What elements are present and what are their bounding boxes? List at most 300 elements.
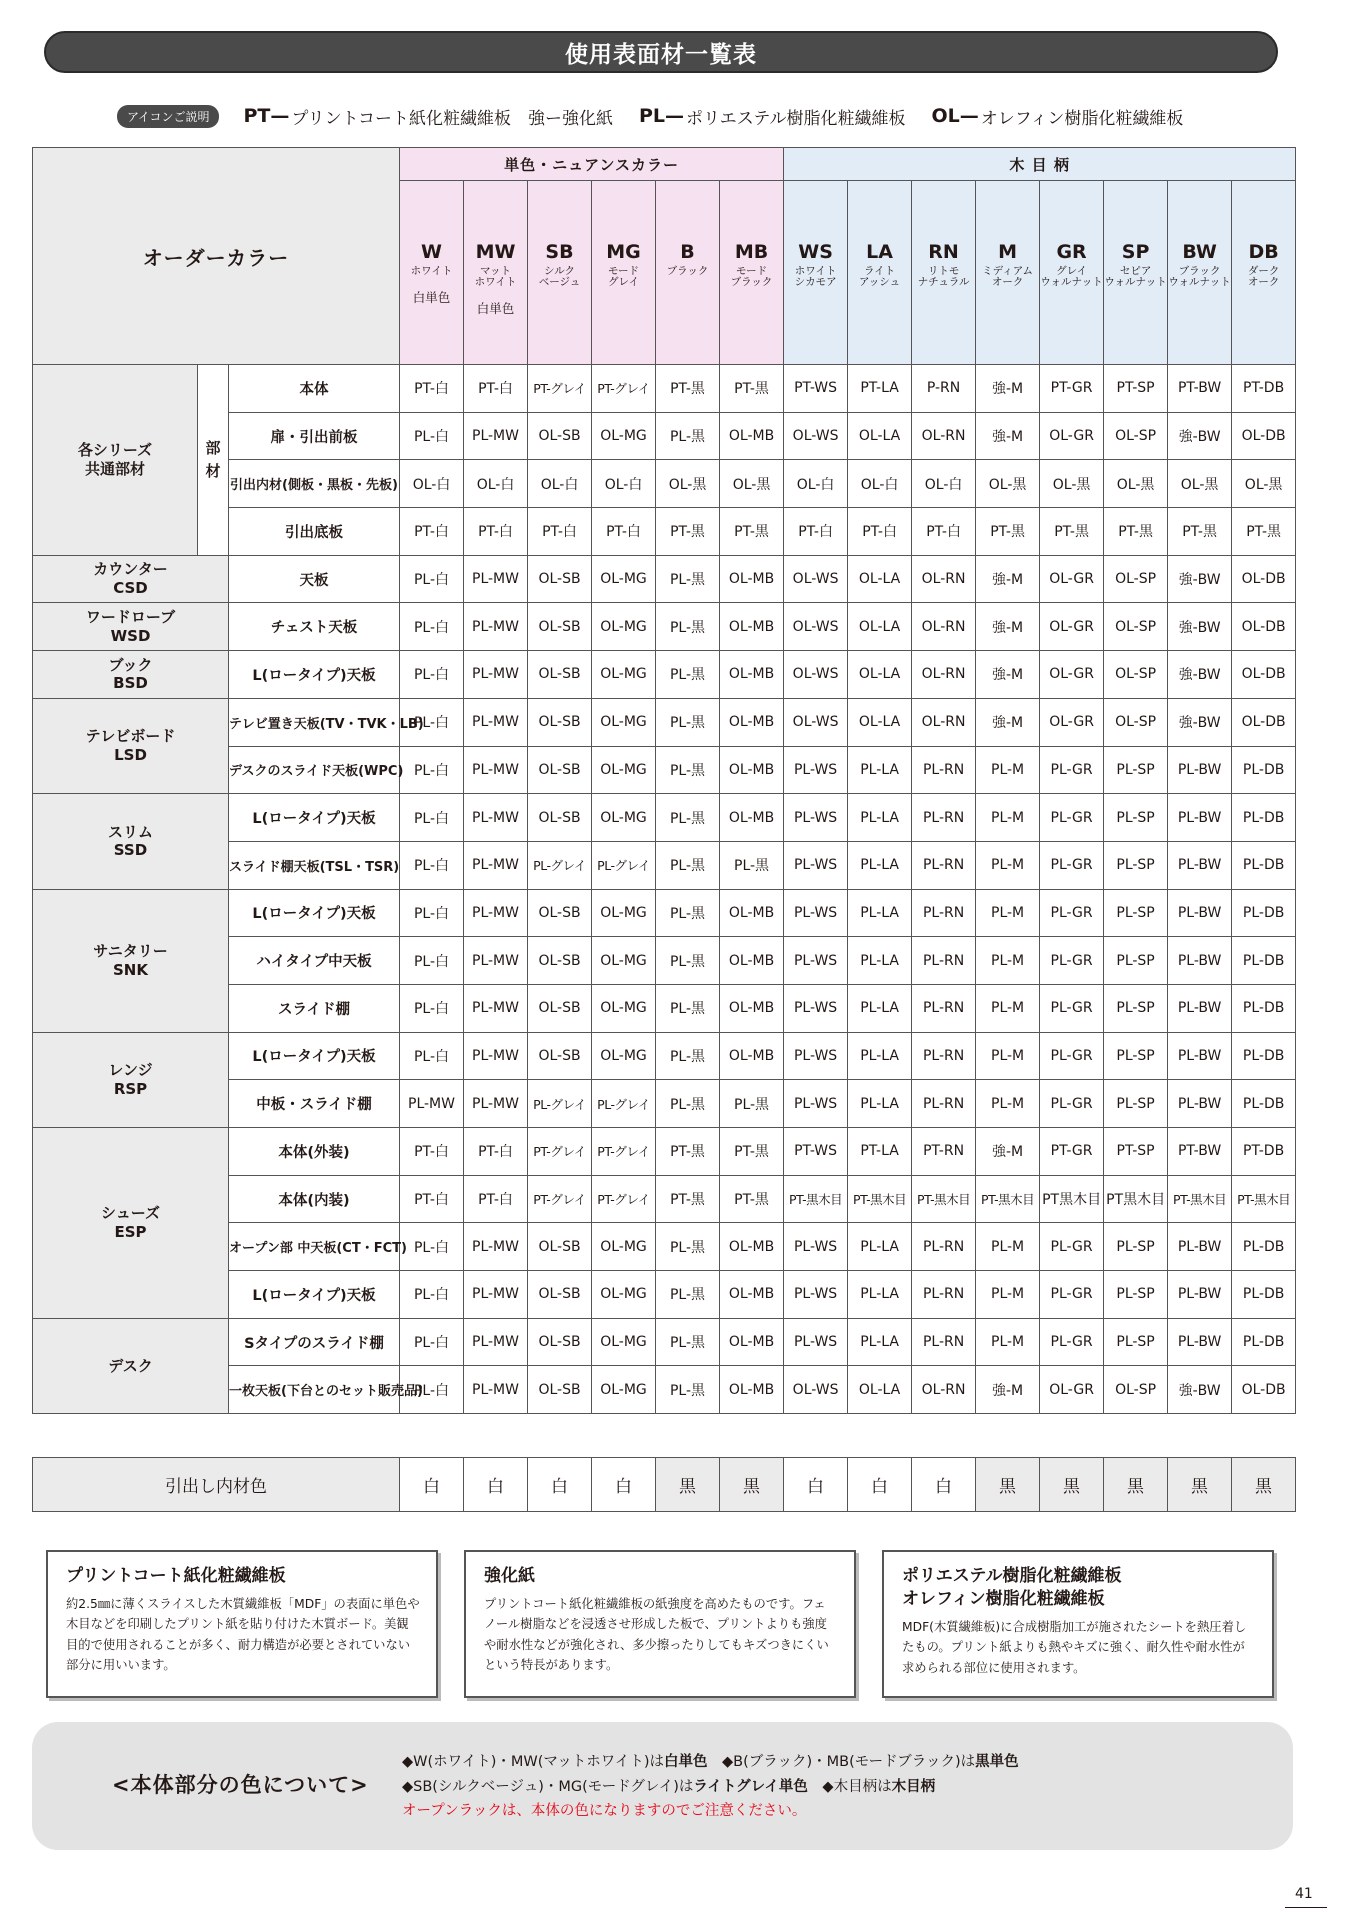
material-cell: PL-白 bbox=[400, 937, 464, 985]
drawer-inner-color-cell: 黒 bbox=[1104, 1458, 1168, 1512]
series-cell: レンジ RSP bbox=[33, 1032, 229, 1127]
material-cell: PL-MW bbox=[464, 984, 528, 1032]
page-title-bar bbox=[44, 31, 1278, 73]
drawer-inner-color-cell: 白 bbox=[912, 1458, 976, 1512]
drawer-inner-color-table bbox=[32, 1457, 1296, 1512]
color-column-header bbox=[720, 181, 784, 365]
material-cell: PT-白 bbox=[464, 1175, 528, 1223]
material-cell: PL-MW bbox=[464, 651, 528, 699]
material-cell: OL-GR bbox=[1040, 412, 1104, 460]
series-cell: シューズ ESP bbox=[33, 1128, 229, 1319]
material-cell: OL-SB bbox=[528, 603, 592, 651]
material-cell: OL-MG bbox=[592, 603, 656, 651]
color-column-header bbox=[592, 181, 656, 365]
material-cell: PL-MW bbox=[464, 1080, 528, 1128]
color-column-header bbox=[656, 181, 720, 365]
parts-vertical-label: 部 材 bbox=[198, 365, 229, 556]
color-name: シルク ベージュ bbox=[538, 264, 581, 288]
material-cell: PL-RN bbox=[912, 841, 976, 889]
material-cell: PL-SP bbox=[1104, 841, 1168, 889]
material-cell: PT-GR bbox=[1040, 1128, 1104, 1176]
material-cell: PT-黒 bbox=[1168, 508, 1232, 556]
material-cell: PL-白 bbox=[400, 555, 464, 603]
material-cell: PL-黒 bbox=[656, 841, 720, 889]
color-code: MW bbox=[475, 241, 516, 263]
material-cell: PL-SP bbox=[1104, 937, 1168, 985]
material-cell: PL-WS bbox=[784, 794, 848, 842]
material-cell: OL-黒 bbox=[720, 460, 784, 508]
material-cell: PT-黒木目 bbox=[1232, 1175, 1296, 1223]
material-cell: PT-黒 bbox=[1232, 508, 1296, 556]
material-cell: PT-LA bbox=[848, 365, 912, 413]
material-cell: OL-LA bbox=[848, 651, 912, 699]
material-cell: PL-BW bbox=[1168, 889, 1232, 937]
material-cell: PL-白 bbox=[400, 1271, 464, 1319]
material-cell: PL-グレイ bbox=[528, 841, 592, 889]
color-column-header bbox=[464, 181, 528, 365]
color-column-header bbox=[784, 181, 848, 365]
material-cell: PT-黒木目 bbox=[912, 1175, 976, 1223]
table-row bbox=[33, 794, 1296, 842]
color-name: リトモ ナチュラル bbox=[917, 264, 970, 288]
material-cell: OL-LA bbox=[848, 1366, 912, 1414]
material-cell: OL-MB bbox=[720, 984, 784, 1032]
material-cell: PL-SP bbox=[1104, 984, 1168, 1032]
material-cell: PT黒木目 bbox=[1040, 1175, 1104, 1223]
material-cell: OL-SB bbox=[528, 794, 592, 842]
part-name-cell: ハイタイプ中天板 bbox=[229, 937, 400, 985]
material-cell: OL-SB bbox=[528, 1032, 592, 1080]
material-cell: PL-白 bbox=[400, 1223, 464, 1271]
material-cell: PL-WS bbox=[784, 937, 848, 985]
drawer-inner-color-cell: 白 bbox=[528, 1458, 592, 1512]
material-cell: PT-グレイ bbox=[592, 1175, 656, 1223]
material-cell: PL-SP bbox=[1104, 1318, 1168, 1366]
material-cell: OL-WS bbox=[784, 555, 848, 603]
print-coat-description-box bbox=[46, 1550, 438, 1698]
material-cell: PL-DB bbox=[1232, 1318, 1296, 1366]
material-cell: PL-RN bbox=[912, 937, 976, 985]
material-cell: OL-白 bbox=[528, 460, 592, 508]
color-code: GR bbox=[1056, 241, 1087, 263]
material-cell: OL-MB bbox=[720, 1223, 784, 1271]
material-cell: PT-DB bbox=[1232, 365, 1296, 413]
material-cell: 強-BW bbox=[1168, 412, 1232, 460]
color-name: グレイ ウォルナット bbox=[1040, 264, 1103, 288]
part-name-cell: Sタイプのスライド棚 bbox=[229, 1318, 400, 1366]
material-cell: OL-GR bbox=[1040, 651, 1104, 699]
material-cell: OL-白 bbox=[848, 460, 912, 508]
material-cell: PL-SP bbox=[1104, 1032, 1168, 1080]
drawer-inner-color-cell: 白 bbox=[848, 1458, 912, 1512]
icon-legend bbox=[117, 102, 1209, 130]
material-cell: OL-黒 bbox=[976, 460, 1040, 508]
material-cell: OL-MB bbox=[720, 794, 784, 842]
material-cell: OL-RN bbox=[912, 698, 976, 746]
part-name-cell: 本体(外装) bbox=[229, 1128, 400, 1176]
material-cell: OL-白 bbox=[400, 460, 464, 508]
material-cell: PT-グレイ bbox=[592, 1128, 656, 1176]
legend-text-pl: ポリエステル樹脂化粧繊維板 bbox=[686, 108, 906, 129]
material-cell: PL-グレイ bbox=[528, 1080, 592, 1128]
color-column-header bbox=[1104, 181, 1168, 365]
color-code: DB bbox=[1248, 241, 1279, 263]
drawer-inner-color-cell: 黒 bbox=[656, 1458, 720, 1512]
material-cell: PT-黒 bbox=[720, 365, 784, 413]
material-cell: PT-白 bbox=[400, 508, 464, 556]
material-cell: PL-黒 bbox=[656, 937, 720, 985]
material-cell: PL-RN bbox=[912, 1271, 976, 1319]
material-cell: PL-SP bbox=[1104, 794, 1168, 842]
material-cell: PL-黒 bbox=[656, 1271, 720, 1319]
material-cell: OL-MG bbox=[592, 412, 656, 460]
legend-text-ol: オレフィン樹脂化粧繊維板 bbox=[980, 108, 1184, 129]
material-cell: OL-MG bbox=[592, 555, 656, 603]
material-cell: 強-BW bbox=[1168, 1366, 1232, 1414]
part-name-cell: 中板・スライド棚 bbox=[229, 1080, 400, 1128]
material-cell: OL-SP bbox=[1104, 555, 1168, 603]
table-row bbox=[33, 1318, 1296, 1366]
material-cell: PT-黒 bbox=[656, 1175, 720, 1223]
material-cell: PL-黒 bbox=[656, 1366, 720, 1414]
material-cell: P-RN bbox=[912, 365, 976, 413]
page-title: 使用表面材一覧表 bbox=[565, 41, 757, 68]
box-title: ポリエステル樹脂化粧繊維板 オレフィン樹脂化粧繊維板 bbox=[902, 1566, 1122, 1609]
color-name: セピア ウォルナット bbox=[1104, 264, 1167, 288]
material-cell: PL-黒 bbox=[656, 746, 720, 794]
material-cell: OL-LA bbox=[848, 412, 912, 460]
drawer-inner-color-cell: 白 bbox=[784, 1458, 848, 1512]
material-cell: OL-WS bbox=[784, 412, 848, 460]
material-cell: 強-BW bbox=[1168, 603, 1232, 651]
material-cell: PT-黒 bbox=[1040, 508, 1104, 556]
table-row bbox=[33, 1032, 1296, 1080]
material-cell: OL-RN bbox=[912, 651, 976, 699]
material-cell: PL-M bbox=[976, 1032, 1040, 1080]
material-cell: OL-MB bbox=[720, 1271, 784, 1319]
material-cell: PT-黒 bbox=[656, 365, 720, 413]
part-name-cell: L(ロータイプ)天板 bbox=[229, 651, 400, 699]
material-cell: OL-MB bbox=[720, 1318, 784, 1366]
color-code: BW bbox=[1182, 241, 1217, 263]
color-column-header bbox=[1168, 181, 1232, 365]
material-cell: OL-MB bbox=[720, 889, 784, 937]
material-cell: PL-LA bbox=[848, 1032, 912, 1080]
material-cell: OL-SP bbox=[1104, 1366, 1168, 1414]
table-row bbox=[33, 365, 1296, 413]
material-cell: PL-白 bbox=[400, 841, 464, 889]
material-cell: OL-MG bbox=[592, 1366, 656, 1414]
material-cell: OL-SB bbox=[528, 889, 592, 937]
legend-pill: アイコンご説明 bbox=[117, 105, 219, 128]
material-cell: PL-白 bbox=[400, 412, 464, 460]
table-row bbox=[33, 1128, 1296, 1176]
drawer-inner-color-cell: 黒 bbox=[720, 1458, 784, 1512]
material-cell: PL-DB bbox=[1232, 1271, 1296, 1319]
drawer-inner-color-cell: 白 bbox=[592, 1458, 656, 1512]
material-cell: OL-白 bbox=[464, 460, 528, 508]
material-cell: PL-BW bbox=[1168, 1223, 1232, 1271]
material-cell: PT-グレイ bbox=[528, 1128, 592, 1176]
material-cell: PL-BW bbox=[1168, 1032, 1232, 1080]
material-cell: PL-WS bbox=[784, 1318, 848, 1366]
color-code: MG bbox=[606, 241, 641, 263]
material-cell: PT-グレイ bbox=[528, 365, 592, 413]
material-cell: OL-SP bbox=[1104, 651, 1168, 699]
material-cell: OL-DB bbox=[1232, 651, 1296, 699]
material-cell: OL-MG bbox=[592, 937, 656, 985]
box-body: 約2.5㎜に薄くスライスした木質繊維板「MDF」の表面に単色や木目などを印刷したプリント紙を貼り付けた木質ボード。美観目的で使用されることが多く、耐力構造が必要とされていない部分に用いいます。 bbox=[66, 1596, 420, 1673]
material-cell: PL-M bbox=[976, 1318, 1040, 1366]
material-cell: PL-GR bbox=[1040, 937, 1104, 985]
material-cell: OL-黒 bbox=[1104, 460, 1168, 508]
material-cell: OL-SP bbox=[1104, 698, 1168, 746]
material-cell: OL-黒 bbox=[1232, 460, 1296, 508]
part-name-cell: 一枚天板(下台とのセット販売品) bbox=[229, 1366, 400, 1414]
box-title: プリントコート紙化粧繊維板 bbox=[66, 1566, 286, 1586]
wood-grain-group-header: 木 目 柄 bbox=[784, 148, 1296, 181]
material-cell: PL-白 bbox=[400, 1366, 464, 1414]
material-cell: OL-SB bbox=[528, 1366, 592, 1414]
material-cell: PL-LA bbox=[848, 1271, 912, 1319]
material-cell: PL-LA bbox=[848, 889, 912, 937]
material-cell: 強-M bbox=[976, 555, 1040, 603]
material-cell: PL-黒 bbox=[656, 1080, 720, 1128]
material-cell: PL-SP bbox=[1104, 1271, 1168, 1319]
material-cell: PL-GR bbox=[1040, 1032, 1104, 1080]
surface-material-table bbox=[32, 147, 1296, 1414]
material-cell: PL-M bbox=[976, 841, 1040, 889]
drawer-inner-color-cell: 黒 bbox=[1168, 1458, 1232, 1512]
material-cell: 強-M bbox=[976, 603, 1040, 651]
part-name-cell: スライド棚天板(TSL・TSR) bbox=[229, 841, 400, 889]
material-cell: OL-MB bbox=[720, 746, 784, 794]
material-cell: OL-SB bbox=[528, 651, 592, 699]
part-name-cell: L(ロータイプ)天板 bbox=[229, 794, 400, 842]
material-cell: PL-MW bbox=[464, 555, 528, 603]
material-cell: PT-RN bbox=[912, 1128, 976, 1176]
material-cell: OL-RN bbox=[912, 1366, 976, 1414]
part-name-cell: 扉・引出前板 bbox=[229, 412, 400, 460]
material-cell: OL-MG bbox=[592, 1271, 656, 1319]
material-cell: OL-SB bbox=[528, 984, 592, 1032]
material-cell: 強-M bbox=[976, 412, 1040, 460]
material-cell: OL-DB bbox=[1232, 555, 1296, 603]
material-cell: PL-LA bbox=[848, 841, 912, 889]
material-cell: OL-MB bbox=[720, 412, 784, 460]
part-name-cell: デスクのスライド天板(WPC) bbox=[229, 746, 400, 794]
series-cell: デスク bbox=[33, 1318, 229, 1413]
material-cell: OL-白 bbox=[592, 460, 656, 508]
drawer-inner-color-label: 引出し内材色 bbox=[33, 1458, 400, 1512]
material-cell: OL-MG bbox=[592, 698, 656, 746]
series-cell: サニタリー SNK bbox=[33, 889, 229, 1032]
color-code: MB bbox=[734, 241, 769, 263]
material-cell: PL-BW bbox=[1168, 1271, 1232, 1319]
material-cell: PL-M bbox=[976, 984, 1040, 1032]
material-cell: OL-GR bbox=[1040, 603, 1104, 651]
box-body: プリントコート紙化粧繊維板の紙強度を高めたものです。フェノール樹脂などを浸透させ形成した板で、プリントよりも強度や耐水性などが強化され、多少擦ったりしてもキズつきにくいという特長があります。 bbox=[484, 1596, 829, 1673]
color-column-header bbox=[912, 181, 976, 365]
material-cell: PT-グレイ bbox=[528, 1175, 592, 1223]
material-cell: OL-SB bbox=[528, 1318, 592, 1366]
material-cell: PL-BW bbox=[1168, 937, 1232, 985]
color-code: SB bbox=[545, 241, 574, 263]
material-cell: PT黒木目 bbox=[1104, 1175, 1168, 1223]
material-cell: PL-WS bbox=[784, 841, 848, 889]
material-cell: OL-RN bbox=[912, 603, 976, 651]
material-cell: PT-白 bbox=[592, 508, 656, 556]
material-cell: PL-黒 bbox=[656, 984, 720, 1032]
color-column-header bbox=[400, 181, 464, 365]
material-cell: 強-M bbox=[976, 1366, 1040, 1414]
material-cell: PL-LA bbox=[848, 1080, 912, 1128]
material-cell: PL-DB bbox=[1232, 984, 1296, 1032]
material-cell: PL-黒 bbox=[656, 1223, 720, 1271]
material-cell: OL-SB bbox=[528, 555, 592, 603]
material-cell: OL-WS bbox=[784, 651, 848, 699]
material-cell: PL-LA bbox=[848, 1223, 912, 1271]
color-code: M bbox=[998, 241, 1018, 263]
material-cell: OL-DB bbox=[1232, 1366, 1296, 1414]
drawer-inner-color-cell: 黒 bbox=[1232, 1458, 1296, 1512]
material-cell: PL-DB bbox=[1232, 1080, 1296, 1128]
note-heading: <本体部分の色について> bbox=[112, 1773, 369, 1797]
series-cell: スリム SSD bbox=[33, 794, 229, 889]
material-cell: PL-RN bbox=[912, 794, 976, 842]
material-cell: PL-白 bbox=[400, 889, 464, 937]
material-cell: OL-SB bbox=[528, 1223, 592, 1271]
table-row bbox=[33, 603, 1296, 651]
material-cell: OL-LA bbox=[848, 603, 912, 651]
material-cell: PL-RN bbox=[912, 1223, 976, 1271]
legend-code-pl: PL— bbox=[638, 105, 685, 127]
part-name-cell: オープン部 中天板(CT・FCT) bbox=[229, 1223, 400, 1271]
material-cell: PL-DB bbox=[1232, 1032, 1296, 1080]
material-cell: OL-SB bbox=[528, 698, 592, 746]
material-cell: PT-黒 bbox=[976, 508, 1040, 556]
material-cell: PL-BW bbox=[1168, 746, 1232, 794]
material-cell: PL-M bbox=[976, 746, 1040, 794]
part-name-cell: 本体(内装) bbox=[229, 1175, 400, 1223]
material-cell: OL-SB bbox=[528, 412, 592, 460]
material-cell: PL-DB bbox=[1232, 1223, 1296, 1271]
material-cell: PL-WS bbox=[784, 984, 848, 1032]
material-cell: PL-黒 bbox=[656, 603, 720, 651]
material-cell: OL-MB bbox=[720, 937, 784, 985]
material-cell: PL-M bbox=[976, 794, 1040, 842]
color-name: ライト アッシュ bbox=[859, 264, 901, 288]
material-cell: PT-黒 bbox=[1104, 508, 1168, 556]
color-column-header bbox=[848, 181, 912, 365]
material-cell: PL-RN bbox=[912, 1080, 976, 1128]
color-name: ホワイト シカモア bbox=[794, 264, 837, 288]
part-name-cell: 本体 bbox=[229, 365, 400, 413]
material-cell: PL-グレイ bbox=[592, 1080, 656, 1128]
material-cell: PT-白 bbox=[784, 508, 848, 556]
color-code: WS bbox=[798, 241, 833, 263]
color-name: ダーク オーク bbox=[1247, 264, 1280, 288]
material-cell: PT-白 bbox=[400, 1175, 464, 1223]
material-cell: PL-M bbox=[976, 889, 1040, 937]
material-cell: PT-GR bbox=[1040, 365, 1104, 413]
material-cell: PL-GR bbox=[1040, 1223, 1104, 1271]
material-cell: PL-MW bbox=[464, 1318, 528, 1366]
color-column-header bbox=[1232, 181, 1296, 365]
material-cell: PT-白 bbox=[464, 1128, 528, 1176]
material-cell: PL-SP bbox=[1104, 1080, 1168, 1128]
material-cell: OL-MB bbox=[720, 651, 784, 699]
material-cell: 強-M bbox=[976, 1128, 1040, 1176]
material-cell: PT-白 bbox=[400, 1128, 464, 1176]
material-cell: PL-白 bbox=[400, 794, 464, 842]
note-warning: オープンラックは、本体の色になりますのでご注意ください。 bbox=[402, 1803, 807, 1820]
material-cell: PL-MW bbox=[464, 1223, 528, 1271]
material-cell: PL-DB bbox=[1232, 794, 1296, 842]
material-cell: PL-GR bbox=[1040, 1318, 1104, 1366]
table-row bbox=[33, 651, 1296, 699]
material-cell: OL-WS bbox=[784, 698, 848, 746]
material-cell: PL-黒 bbox=[656, 889, 720, 937]
color-solid-note: 白単色 bbox=[412, 289, 451, 305]
material-cell: OL-MG bbox=[592, 984, 656, 1032]
material-cell: PL-M bbox=[976, 1080, 1040, 1128]
material-cell: OL-MB bbox=[720, 1032, 784, 1080]
material-cell: PL-BW bbox=[1168, 984, 1232, 1032]
material-cell: PL-黒 bbox=[656, 555, 720, 603]
box-title: 強化紙 bbox=[484, 1566, 535, 1586]
material-cell: PT-白 bbox=[528, 508, 592, 556]
material-cell: OL-MB bbox=[720, 603, 784, 651]
material-cell: OL-RN bbox=[912, 412, 976, 460]
material-cell: OL-MG bbox=[592, 1032, 656, 1080]
material-cell: OL-RN bbox=[912, 555, 976, 603]
material-cell: OL-SP bbox=[1104, 412, 1168, 460]
note-line-1: ◆W(ホワイト)・MW(マットホワイト)は白単色 ◆B(ブラック)・MB(モードブラック)は黒単色 bbox=[402, 1754, 1019, 1770]
material-cell: OL-MG bbox=[592, 746, 656, 794]
drawer-inner-color-cell: 白 bbox=[400, 1458, 464, 1512]
note-line-2: ◆SB(シルクベージュ)・MG(モードグレイ)はライトグレイ単色 ◆木目柄は木目柄 bbox=[402, 1778, 936, 1795]
material-cell: PL-黒 bbox=[656, 412, 720, 460]
page-number: 41 bbox=[1295, 1886, 1313, 1902]
material-cell: PL-WS bbox=[784, 746, 848, 794]
part-name-cell: 天板 bbox=[229, 555, 400, 603]
series-cell: ブック BSD bbox=[33, 651, 229, 699]
color-code: B bbox=[680, 241, 695, 263]
material-cell: PL-MW bbox=[464, 937, 528, 985]
material-cell: OL-DB bbox=[1232, 412, 1296, 460]
series-cell: カウンター CSD bbox=[33, 555, 229, 603]
material-cell: PL-DB bbox=[1232, 889, 1296, 937]
material-cell: PL-SP bbox=[1104, 746, 1168, 794]
material-cell: PL-MW bbox=[464, 1366, 528, 1414]
material-cell: PL-MW bbox=[464, 412, 528, 460]
color-column-header bbox=[1040, 181, 1104, 365]
material-cell: PL-白 bbox=[400, 603, 464, 651]
color-code: RN bbox=[928, 241, 959, 263]
reinforced-paper-description-box bbox=[464, 1550, 856, 1698]
color-name: ブラック ウォルナット bbox=[1168, 264, 1231, 288]
material-cell: PL-SP bbox=[1104, 889, 1168, 937]
material-cell: PL-白 bbox=[400, 984, 464, 1032]
color-name: ブラック bbox=[666, 264, 709, 277]
part-name-cell: 引出内材(側板・黒板・先板) bbox=[229, 460, 400, 508]
material-cell: PL-GR bbox=[1040, 841, 1104, 889]
part-name-cell: 引出底板 bbox=[229, 508, 400, 556]
table-row bbox=[33, 698, 1296, 746]
part-name-cell: L(ロータイプ)天板 bbox=[229, 1032, 400, 1080]
material-cell: PT-WS bbox=[784, 1128, 848, 1176]
